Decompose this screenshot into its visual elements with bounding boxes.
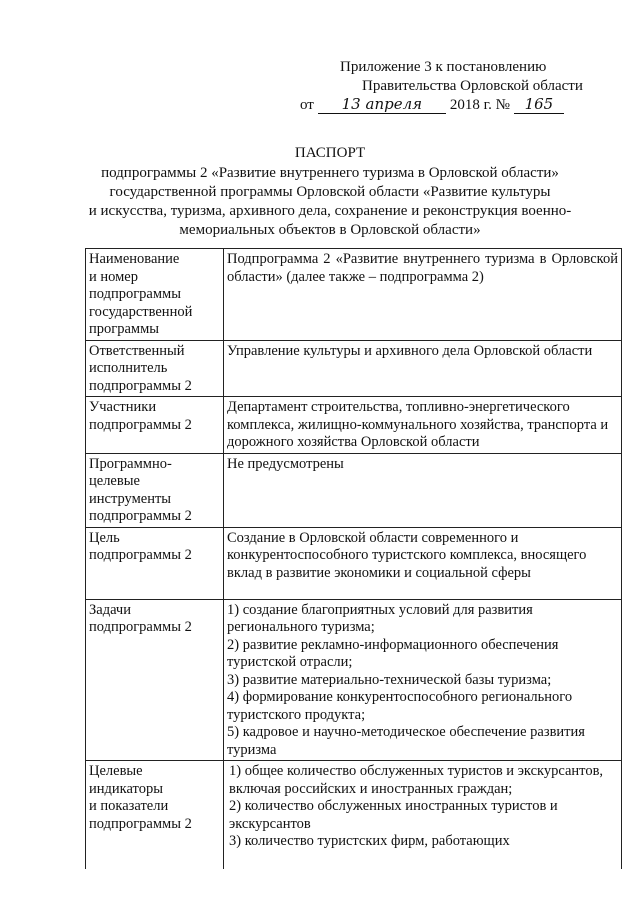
handwritten-date: 13 апреля: [318, 96, 446, 114]
annex-ot: от: [300, 97, 314, 113]
title-line-2: государственной программы Орловской области «Развитие культуры: [109, 184, 551, 200]
table-row: [86, 599, 622, 761]
row-value: Создание в Орловской области современного и конкурентоспособного туристского комплекса, вносящего вклад в развитие экономики и социальной сферы: [224, 527, 622, 599]
handwritten-number: 165: [514, 96, 564, 114]
annex-year-no: 2018 г. №: [449, 97, 510, 113]
row-value: Не предусмотрены: [224, 453, 622, 527]
row-value: Департамент строительства, топливно-энергетического комплекса, жилищно-коммунального хозяйства, транспорта и дорожного хозяйства Орловской области: [224, 397, 622, 454]
row-value: Управление культуры и архивного дела Орловской области: [224, 340, 622, 397]
table-row: [86, 340, 622, 397]
row-label: Участники подпрограммы 2: [86, 397, 224, 454]
title-line-1: подпрограммы 2 «Развитие внутреннего туризма в Орловской области»: [101, 165, 559, 181]
row-value: Подпрограмма 2 «Развитие внутреннего туризма в Орловской области» (далее также – подпрограмма 2): [224, 249, 622, 341]
row-label: Ответственный исполнитель подпрограммы 2: [86, 340, 224, 397]
title-line-4: мемориальных объектов в Орловской области»: [179, 222, 481, 238]
row-value: 1) общее количество обслуженных туристов и экскурсантов, включая российских и иностранных граждан; 2) количество обслуженных иностранных туристов и экскурсантов 3) количество туристских фирм, работающих: [224, 761, 622, 869]
table-row: [86, 397, 622, 454]
passport-table: [85, 248, 622, 869]
title-heading: ПАСПОРТ: [294, 145, 366, 161]
document-title: [40, 144, 620, 240]
annex-line-1: Приложение 3 к постановлению: [340, 59, 547, 75]
table-row: [86, 761, 622, 869]
table-row: [86, 249, 622, 341]
row-label: Цель подпрограммы 2: [86, 527, 224, 599]
annex-line-2: Правительства Орловской области: [362, 78, 583, 94]
row-label: Наименование и номер подпрограммы государственной программы: [86, 249, 224, 341]
annex-date-line: [300, 96, 620, 115]
row-label: Программно- целевые инструменты подпрограммы 2: [86, 453, 224, 527]
annex-header: [300, 58, 620, 115]
title-line-3: и искусства, туризма, архивного дела, сохранение и реконструкция военно-: [88, 203, 572, 219]
table-row: [86, 453, 622, 527]
row-label: Задачи подпрограммы 2: [86, 599, 224, 761]
row-value: 1) создание благоприятных условий для развития регионального туризма; 2) развитие рекламно-информационного обеспечения туристской отрасли; 3) развитие материально-технической базы туризма; 4) формирование конкурентоспособного регионального туристского продукта; 5) кадровое и научно-методическое обеспечение развития туризма: [224, 599, 622, 761]
table-row: [86, 527, 622, 599]
row-label: Целевые индикаторы и показатели подпрограммы 2: [86, 761, 224, 869]
